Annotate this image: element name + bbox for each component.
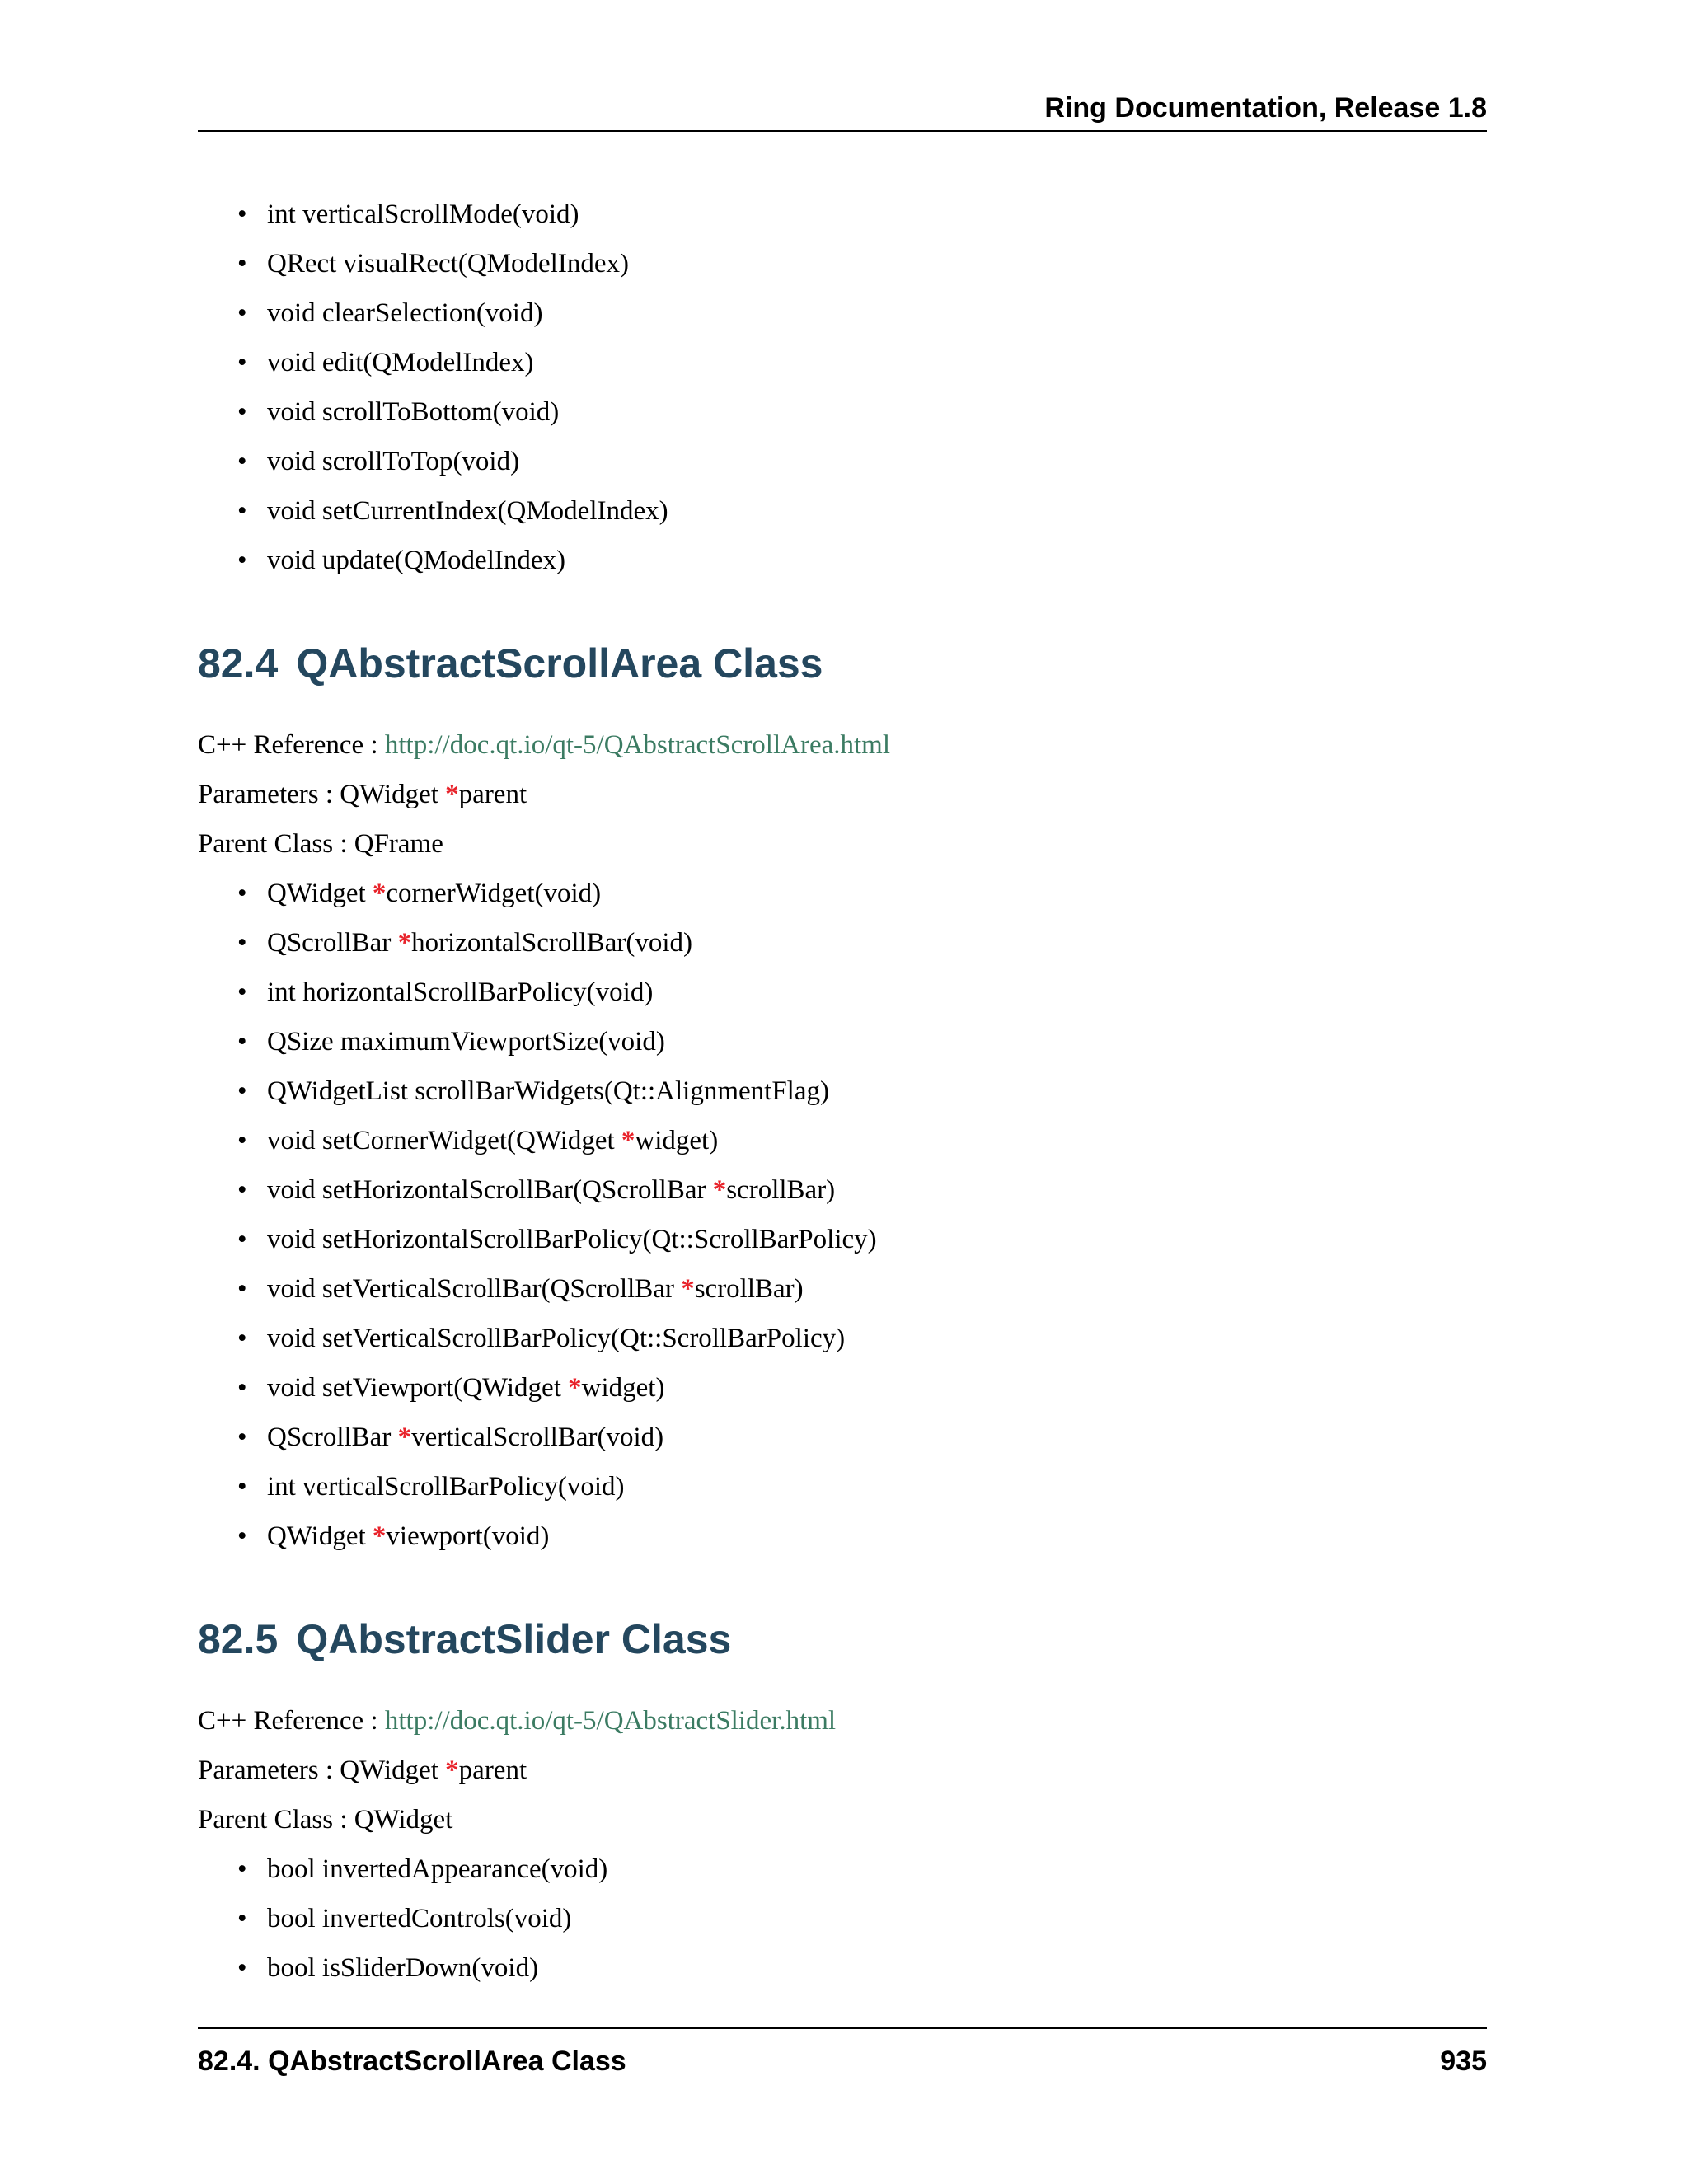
running-footer	[198, 2027, 1487, 2087]
list-item: • QScrollBar *horizontalScrollBar(void)	[237, 928, 692, 958]
list-item: • void setVerticalScrollBarPolicy(Qt::ScrollBarPolicy)	[237, 1324, 846, 1353]
reference-link[interactable]: http://doc.qt.io/qt-5/QAbstractSlider.html	[384, 1706, 837, 1736]
section-heading-slider: 82.5 QAbstractSlider Class	[198, 1616, 732, 1662]
cpp-reference: C++ Reference : http://doc.qt.io/qt-5/QAbstractSlider.html	[198, 1706, 837, 1736]
list-item: • void setViewport(QWidget *widget)	[237, 1373, 665, 1403]
section-meta-slider	[198, 1696, 1487, 1844]
footer-section-title: 82.4. QAbstractScrollArea Class	[198, 2046, 626, 2077]
list-item: • QWidget *viewport(void)	[237, 1521, 550, 1551]
list-item: • QScrollBar *verticalScrollBar(void)	[237, 1422, 664, 1452]
list-item: • QSize maximumViewportSize(void)	[237, 1027, 665, 1057]
list-item: • void setCornerWidget(QWidget *widget)	[237, 1126, 719, 1155]
list-item: • int horizontalScrollBarPolicy(void)	[237, 977, 654, 1007]
list-item: • QWidgetList scrollBarWidgets(Qt::AlignmentFlag)	[237, 1076, 829, 1106]
method-list-top	[198, 190, 1487, 585]
list-item: • void scrollToTop(void)	[237, 447, 520, 476]
section-heading-scrollarea: 82.4 QAbstractScrollArea Class	[198, 640, 823, 687]
list-item: • bool isSliderDown(void)	[237, 1953, 539, 1983]
document-title: Ring Documentation, Release 1.8	[1044, 92, 1487, 124]
list-item: • void edit(QModelIndex)	[237, 348, 534, 377]
list-item: • void setCurrentIndex(QModelIndex)	[237, 496, 668, 526]
parameters: Parameters : QWidget *parent	[198, 1755, 528, 1785]
page-number: 935	[1440, 2046, 1487, 2077]
list-item: • void setVerticalScrollBar(QScrollBar *scrollBar)	[237, 1274, 804, 1304]
list-item: • void scrollToBottom(void)	[237, 397, 560, 427]
list-item: • bool invertedAppearance(void)	[237, 1854, 608, 1884]
section-meta-scrollarea	[198, 720, 1487, 869]
parent-class: Parent Class : QWidget	[198, 1805, 453, 1835]
running-header	[198, 89, 1487, 132]
parent-class: Parent Class : QFrame	[198, 829, 443, 859]
list-item: • void update(QModelIndex)	[237, 546, 565, 575]
reference-link[interactable]: http://doc.qt.io/qt-5/QAbstractScrollArea.html	[384, 730, 891, 760]
cpp-reference: C++ Reference : http://doc.qt.io/qt-5/QAbstractScrollArea.html	[198, 730, 891, 760]
list-item: • int verticalScrollBarPolicy(void)	[237, 1472, 625, 1502]
list-item: • QRect visualRect(QModelIndex)	[237, 249, 629, 279]
parameters: Parameters : QWidget *parent	[198, 780, 528, 809]
list-item: • QWidget *cornerWidget(void)	[237, 879, 602, 908]
method-list-slider	[198, 1844, 1487, 1993]
list-item: • bool invertedControls(void)	[237, 1904, 572, 1933]
method-list-scrollarea	[198, 869, 1487, 1561]
list-item: • void setHorizontalScrollBar(QScrollBar *scrollBar)	[237, 1175, 836, 1205]
list-item: • void clearSelection(void)	[237, 298, 543, 328]
list-item: • void setHorizontalScrollBarPolicy(Qt::ScrollBarPolicy)	[237, 1225, 877, 1254]
list-item: • int verticalScrollMode(void)	[237, 199, 579, 229]
